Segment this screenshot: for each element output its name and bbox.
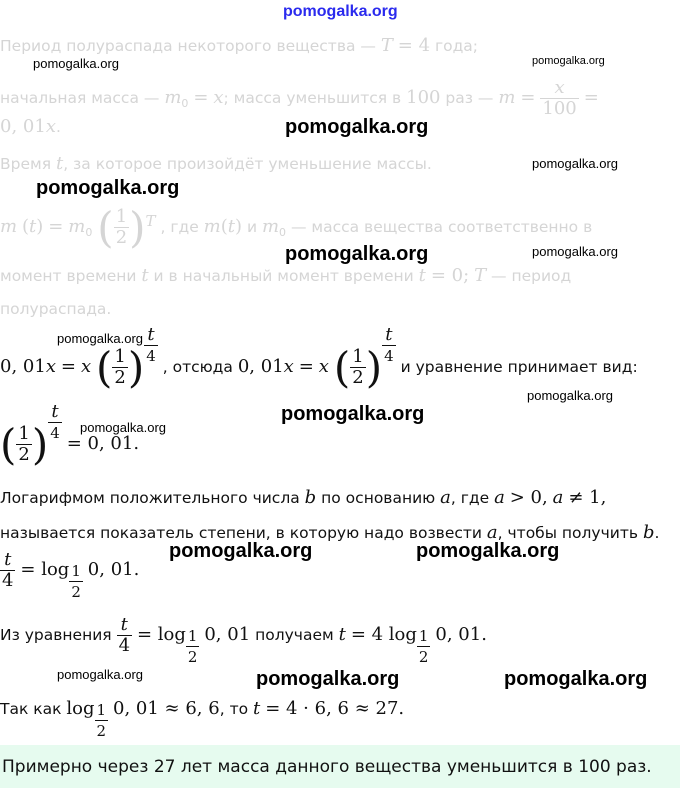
faded-line-1: Период полураспада некоторого вещества — T = 4 года; — [0, 35, 479, 56]
equation-line-2: ( $\frac{1}{2}$ ) $\frac{t}{4}$ = 0, 01. — [0, 401, 140, 469]
answer-text: Примерно через 27 лет масса данного вещества уменьшится в 100 раз. — [2, 757, 652, 777]
faded-line-2: начальная масса — $m_0 = x$; масса уменьшится в 100 раз — m = $\frac{x}{100}$ = — [0, 77, 599, 119]
watermark: pomogalka.org — [33, 56, 119, 71]
since-line: Так как log $\frac{1}{2}$ 0, 01 ≈ 6, 6, то t = 4 · 6, 6 ≈ 27. — [0, 698, 405, 740]
eq1-text1: , отсюда — [162, 358, 233, 376]
faded-line-5: m $(t) = m_0$ ( $\frac{1}{2}$ )$^T$ , где m(t) и $m_0$ — масса вещества соответственно в — [0, 203, 593, 252]
log-equation: $\frac{t}{4}$ = log $\frac{1}{2}$ 0, 01. — [2, 549, 140, 601]
watermark: pomogalka.org — [57, 667, 143, 682]
watermark: pomogalka.org — [416, 540, 560, 562]
watermark: pomogalka.org — [527, 388, 613, 403]
equation-line-1: 0, 01x = x ( $\frac{1}{2}$ ) $\frac{t}{4}$ , отсюда 0, 01x = x ( $\frac{1}{2}$ ) $\frac{t}{4}$ и уравнение принимает вид: — [0, 324, 638, 392]
watermark: pomogalka.org — [169, 540, 313, 562]
faded-line-7: полураспада. — [0, 300, 112, 318]
eq1-text2: и уравнение принимает вид: — [400, 358, 638, 376]
watermark: pomogalka.org — [285, 116, 429, 138]
definition-line-1: Логарифмом положительного числа b по основанию a, где a > 0, a ≠ 1, — [0, 487, 607, 508]
watermark: pomogalka.org — [532, 55, 605, 67]
watermark: pomogalka.org — [80, 420, 166, 435]
watermark: pomogalka.org — [532, 156, 618, 171]
faded-line-6: момент времени t и в начальный момент времени t = 0; T — период — [0, 265, 572, 286]
answer-box — [0, 745, 680, 788]
watermark: pomogalka.org — [285, 243, 429, 265]
from-equation-line: Из уравнения $\frac{t}{4}$ = log $\frac{1}{2}$ 0, 01 получаем t = 4 log $\frac{1}{2}$ 0, 01. — [0, 614, 487, 666]
watermark: pomogalka.org — [532, 244, 618, 259]
faded-line-3: 0, 01x. — [0, 116, 61, 137]
watermark: pomogalka.org — [504, 668, 648, 690]
faded-line-4: Время t, за которое произойдёт уменьшение массы. — [0, 153, 432, 174]
watermark: pomogalka.org — [57, 331, 143, 346]
watermark: pomogalka.org — [36, 177, 180, 199]
definition-line-2: называется показатель степени, в которую надо возвести a, чтобы получить b. — [0, 522, 660, 543]
watermark: pomogalka.org — [281, 403, 425, 425]
watermark: pomogalka.org — [256, 668, 400, 690]
watermark-top: pomogalka.org — [283, 3, 398, 20]
